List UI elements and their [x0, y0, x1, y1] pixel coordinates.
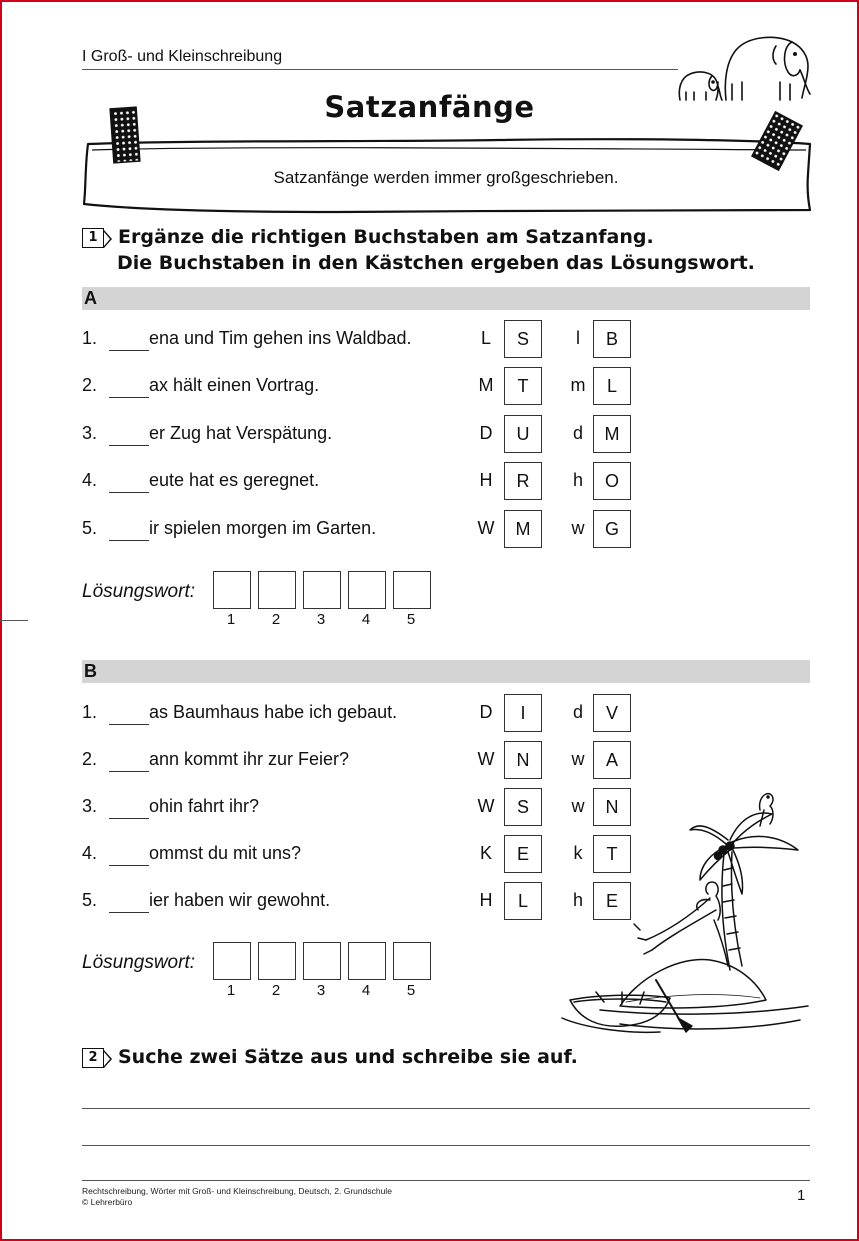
- section-a-row-5: [82, 510, 642, 548]
- solution-index: 1: [226, 611, 236, 628]
- page-title: Satzanfänge: [324, 90, 535, 124]
- sentence-text: ax hält einen Vortrag.: [149, 375, 320, 395]
- section-a-row-2: [82, 367, 642, 405]
- solution-index: 3: [316, 611, 326, 628]
- footer-line-2: © Lehrerbüro: [82, 1197, 133, 1207]
- uppercase-box[interactable]: T: [504, 367, 542, 405]
- header-rule: [82, 69, 678, 70]
- solution-index: 5: [406, 982, 416, 999]
- task-1-line1: Ergänze die richtigen Buchstaben am Satzanfang.: [118, 226, 654, 248]
- solution-box-2[interactable]: [258, 942, 296, 980]
- solution-index: 2: [271, 982, 281, 999]
- sentence-text: ohin fahrt ihr?: [149, 796, 260, 816]
- lowercase-option: w: [571, 796, 585, 816]
- palm-island-icon: [560, 770, 812, 1040]
- uppercase-box[interactable]: I: [504, 694, 542, 732]
- uppercase-box[interactable]: N: [504, 741, 542, 779]
- section-b-row-1: [82, 694, 642, 732]
- lowercase-option: d: [572, 702, 583, 722]
- solution-label: Lösungswort:: [82, 581, 196, 602]
- section-b-row-4: [82, 835, 642, 873]
- blank-line[interactable]: [109, 397, 149, 398]
- blank-line[interactable]: [109, 350, 149, 351]
- sentence-text: ommst du mit uns?: [149, 843, 302, 863]
- solution-box-3[interactable]: [303, 942, 341, 980]
- section-b-row-3: [82, 788, 642, 826]
- task-2-instruction: [82, 1046, 578, 1068]
- blank-line[interactable]: [109, 865, 149, 866]
- uppercase-box[interactable]: M: [504, 510, 542, 548]
- section-a-header: A: [82, 287, 810, 310]
- blank-line[interactable]: [109, 492, 149, 493]
- row-number: 1.: [82, 702, 98, 722]
- lowercase-option: m: [570, 375, 586, 395]
- uppercase-option: W: [477, 518, 495, 538]
- lowercase-box[interactable]: G: [593, 510, 631, 548]
- uppercase-box[interactable]: S: [504, 320, 542, 358]
- task-1-instruction: [82, 226, 755, 274]
- task-2-number: 2: [82, 1048, 104, 1068]
- uppercase-option: D: [479, 702, 493, 722]
- uppercase-box[interactable]: L: [504, 882, 542, 920]
- lowercase-box[interactable]: O: [593, 462, 631, 500]
- solution-box-4[interactable]: [348, 571, 386, 609]
- footer-rule: [82, 1180, 810, 1181]
- row-number: 3.: [82, 796, 98, 816]
- blank-line[interactable]: [109, 818, 149, 819]
- lowercase-option: k: [573, 843, 583, 863]
- sentence-text: as Baumhaus habe ich gebaut.: [149, 702, 398, 722]
- row-number: 5.: [82, 890, 98, 910]
- sentence-text: ena und Tim gehen ins Waldbad.: [149, 328, 412, 348]
- lowercase-box[interactable]: E: [593, 882, 631, 920]
- section-b-header: B: [82, 660, 810, 683]
- sentence-text: eute hat es geregnet.: [149, 470, 320, 490]
- uppercase-option: L: [480, 328, 491, 348]
- solution-box-5[interactable]: [393, 571, 431, 609]
- uppercase-box[interactable]: U: [504, 415, 542, 453]
- sentence-text: ann kommt ihr zur Feier?: [149, 749, 350, 769]
- solution-index: 3: [316, 982, 326, 999]
- solution-box-4[interactable]: [348, 942, 386, 980]
- solution-index: 4: [361, 982, 371, 999]
- solution-index: 2: [271, 611, 281, 628]
- banner-frame: [78, 104, 818, 216]
- banner-rule-text: Satzanfänge werden immer großgeschrieben.: [273, 168, 619, 187]
- blank-line[interactable]: [109, 912, 149, 913]
- row-number: 3.: [82, 423, 98, 443]
- footer-line-1: Rechtschreibung, Wörter mit Groß- und Kleinschreibung, Deutsch, 2. Grundschule: [82, 1186, 392, 1196]
- section-a-row-1: [82, 320, 642, 358]
- section-a-row-3: [82, 415, 642, 453]
- row-number: 2.: [82, 375, 98, 395]
- uppercase-box[interactable]: E: [504, 835, 542, 873]
- footer-source: [82, 1186, 392, 1208]
- blank-line[interactable]: [109, 445, 149, 446]
- lowercase-option: l: [576, 328, 580, 348]
- task-1-number: 1: [82, 228, 104, 248]
- chapter-heading: I Groß- und Kleinschreibung: [82, 48, 283, 65]
- section-a-row-4: [82, 462, 642, 500]
- left-tag-icon: [110, 107, 140, 163]
- blank-line[interactable]: [109, 724, 149, 725]
- writing-line-1[interactable]: [82, 1108, 810, 1109]
- blank-line[interactable]: [109, 771, 149, 772]
- solution-index: 1: [226, 982, 236, 999]
- row-number: 5.: [82, 518, 98, 538]
- lowercase-box[interactable]: B: [593, 320, 631, 358]
- row-number: 4.: [82, 843, 98, 863]
- blank-line[interactable]: [109, 540, 149, 541]
- uppercase-option: D: [479, 423, 493, 443]
- section-b-row-2: [82, 741, 642, 779]
- uppercase-option: K: [479, 843, 492, 863]
- fold-mark: [0, 620, 28, 621]
- solution-box-1[interactable]: [213, 571, 251, 609]
- uppercase-option: H: [479, 470, 493, 490]
- lowercase-option: w: [571, 518, 585, 538]
- lowercase-box[interactable]: V: [593, 694, 631, 732]
- page-number: 1: [797, 1187, 806, 1204]
- lowercase-option: h: [572, 470, 583, 490]
- row-number: 1.: [82, 328, 98, 348]
- uppercase-option: W: [477, 749, 495, 769]
- lowercase-option: w: [571, 749, 585, 769]
- solution-box-2[interactable]: [258, 571, 296, 609]
- solution-box-3[interactable]: [303, 571, 341, 609]
- lowercase-box[interactable]: A: [593, 741, 631, 779]
- writing-line-2[interactable]: [82, 1145, 810, 1146]
- lowercase-option: d: [572, 423, 583, 443]
- lowercase-box[interactable]: T: [593, 835, 631, 873]
- solution-index: 4: [361, 611, 371, 628]
- sentence-text: ier haben wir gewohnt.: [149, 890, 331, 910]
- row-number: 4.: [82, 470, 98, 490]
- uppercase-box[interactable]: S: [504, 788, 542, 826]
- lowercase-box[interactable]: M: [593, 415, 631, 453]
- right-tag-icon: [752, 112, 802, 170]
- solution-box-5[interactable]: [393, 942, 431, 980]
- sentence-text: ir spielen morgen im Garten.: [149, 518, 377, 538]
- sentence-text: er Zug hat Verspätung.: [149, 423, 333, 443]
- section-b-row-5: [82, 882, 642, 920]
- lowercase-box[interactable]: L: [593, 367, 631, 405]
- lowercase-box[interactable]: N: [593, 788, 631, 826]
- solution-index: 5: [406, 611, 416, 628]
- row-number: 2.: [82, 749, 98, 769]
- task-2-text: Suche zwei Sätze aus und schreibe sie auf.: [118, 1046, 578, 1068]
- uppercase-box[interactable]: R: [504, 462, 542, 500]
- uppercase-option: M: [478, 375, 494, 395]
- solution-label: Lösungswort:: [82, 952, 196, 973]
- lowercase-option: h: [572, 890, 583, 910]
- uppercase-option: H: [479, 890, 493, 910]
- solution-box-1[interactable]: [213, 942, 251, 980]
- task-1-line2: Die Buchstaben in den Kästchen ergeben das Lösungswort.: [117, 252, 755, 274]
- uppercase-option: W: [477, 796, 495, 816]
